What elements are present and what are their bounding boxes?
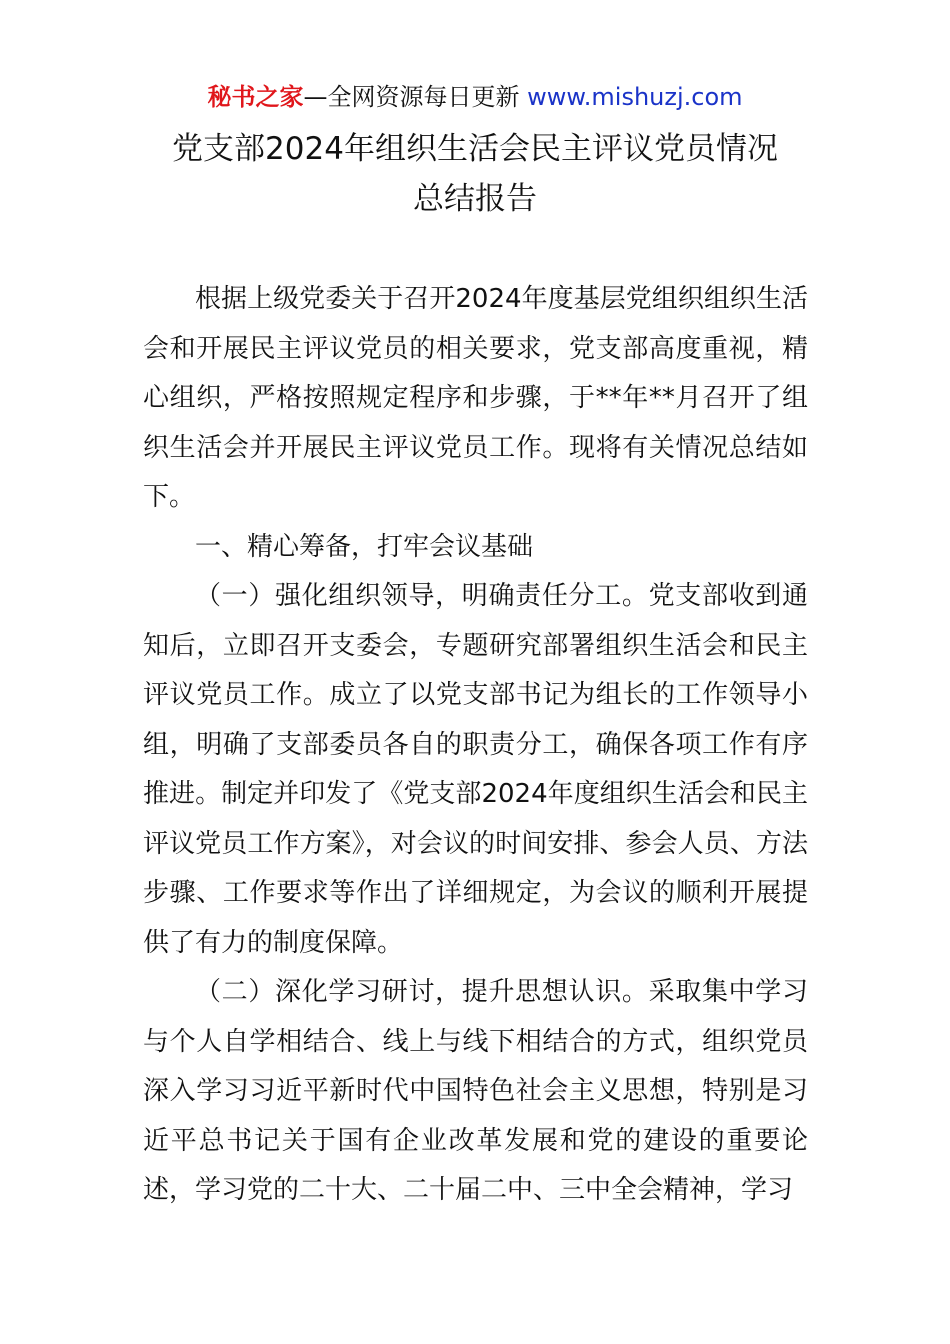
document-title-line-2: 总结报告: [413, 181, 537, 217]
banner-brand: 秘书之家: [207, 83, 304, 111]
banner-url-link[interactable]: www.mishuzj.com: [527, 83, 743, 111]
subsection-paragraph-2: （二）深化学习研讨，提升思想认识。采取集中学习与个人自学相结合、线上与线下相结合的方式，组织党员深入学习习近平新时代中国特色社会主义思想，特别是习近平总书记关于国有企业改革发展和党的建设的重要论述，学习党的二十大、二十届二中、三中全会精神，学习: [143, 977, 808, 1205]
subsection-paragraph-1: （一）强化组织领导，明确责任分工。党支部收到通知后，立即召开支委会，专题研究部署组织生活会和民主评议党员工作。成立了以党支部书记为组长的工作领导小组，明确了支部委员各自的职责分工，确保各项工作有序推进。制定并印发了《党支部2024年度组织生活会和民主评议党员工作方案》，对会议的时间安排、参会人员、方法步骤、工作要求等作出了详细规定，为会议的顺利开展提供了有力的制度保障。: [143, 581, 808, 958]
site-banner: [0, 80, 950, 114]
document-title: [0, 124, 950, 224]
section-heading-1: 一、精心筹备，打牢会议基础: [195, 531, 534, 562]
document-title-line-1: 党支部2024年组织生活会民主评议党员情况: [172, 131, 778, 167]
document-body: [143, 275, 808, 1216]
banner-tagline: —全网资源每日更新: [303, 83, 528, 111]
intro-paragraph: 根据上级党委关于召开2024年度基层党组织组织生活会和开展民主评议党员的相关要求，党支部高度重视，精心组织，严格按照规定程序和步骤，于**年**月召开了组织生活会并开展民主评议党员工作。现将有关情况总结如下。: [143, 284, 808, 512]
